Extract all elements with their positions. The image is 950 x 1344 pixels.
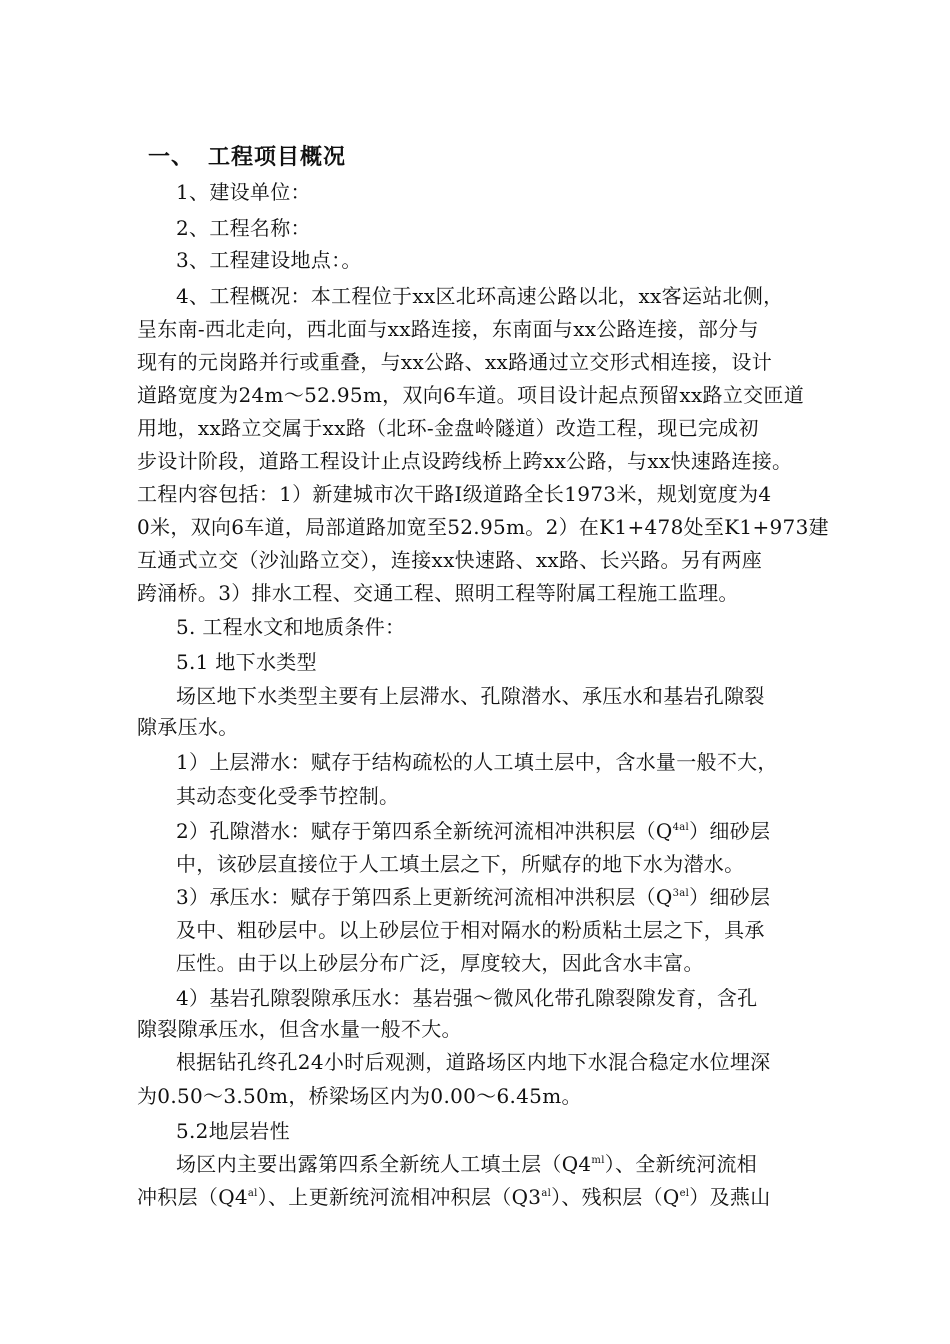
paragraph-line: 4、工程概况：本工程位于xx区北环高速公路以北，xx客运站北侧， [176, 284, 784, 308]
paragraph-line: 3）承压水：赋存于第四系上更新统河流相冲洪积层$(Q^{3al})$细砂层 [176, 885, 771, 909]
paragraph-line: 5.2地层岩性 [176, 1119, 290, 1143]
paragraph-line: 现有的元岗路并行或重叠，与xx公路、xx路通过立交形式相连接，设计 [137, 350, 773, 374]
paragraph-line: 5. 工程水文和地质条件： [176, 615, 406, 639]
paragraph-line: 步设计阶段，道路工程设计止点设跨线桥上跨xx公路，与xx快速路连接。 [137, 449, 793, 473]
paragraph-line: 中，该砂层直接位于人工填土层之下，所赋存的地下水为潜水。 [176, 852, 745, 876]
paragraph-line: 呈东南-西北走向，西北面与xx路连接，东南面与xx公路连接，部分与 [137, 317, 759, 341]
paragraph-line: 其动态变化受季节控制。 [176, 784, 400, 808]
paragraph-line: 5.1 地下水类型 [176, 650, 317, 674]
paragraph-line: 用地，xx路立交属于xx路（北环-金盘岭隧道）改造工程，现已完成初 [137, 416, 759, 440]
paragraph-line: 及中、粗砂层中。以上砂层位于相对隔水的粉质粘土层之下，具承 [176, 918, 765, 942]
section-heading [148, 140, 346, 171]
paragraph-line: 压性。由于以上砂层分布广泛，厚度较大，因此含水丰富。 [176, 951, 704, 975]
paragraph-line: 跨涌桥。3）排水工程、交通工程、照明工程等附属工程施工监理。 [137, 581, 739, 605]
paragraph-line: 工程内容包括：1）新建城市次干路Ⅰ级道路全长1973米，规划宽度为4 [137, 482, 772, 506]
section-title: 工程项目概况 [208, 145, 347, 170]
paragraph-line: 1）上层滞水：赋存于结构疏松的人工填土层中，含水量一般不大， [176, 750, 778, 774]
paragraph-line: 隙承压水。 [137, 715, 239, 739]
paragraph-line: 互通式立交（沙汕路立交），连接xx快速路、xx路、长兴路。另有两座 [137, 548, 763, 572]
paragraph-line: 1、建设单位： [176, 180, 311, 204]
paragraph-line: 隙裂隙承压水，但含水量一般不大。 [137, 1017, 462, 1041]
paragraph-line: 2、工程名称： [176, 216, 311, 240]
section-number: 一、 [148, 145, 195, 170]
paragraph-line: 2）孔隙潜水：赋存于第四系全新统河流相冲洪积层$(Q^{4al})$细砂层 [176, 819, 771, 843]
paragraph-line: 3、工程建设地点：。 [176, 248, 362, 272]
paragraph-line: 0米，双向6车道，局部道路加宽至52.95m。2）在K1+478处至K1+973建 [137, 515, 829, 539]
paragraph-line: 场区内主要出露第四系全新统人工填土层$(Q4^{ml})$、全新统河流相 [176, 1152, 758, 1176]
paragraph-line: 道路宽度为24m～52.95m，双向6车道。项目设计起点预留xx路立交匝道 [137, 383, 805, 407]
paragraph-line: 为0.50～3.50m，桥梁场区内为0.00～6.45m。 [137, 1084, 582, 1108]
paragraph-line: 冲积层$(Q4^{al})$、上更新统河流相冲积层$(Q3^{al})$、残积层$(Q^{el})$及燕山 [137, 1185, 771, 1209]
paragraph-line: 4）基岩孔隙裂隙承压水：基岩强～微风化带孔隙裂隙发育，含孔 [176, 986, 758, 1010]
paragraph-line: 场区地下水类型主要有上层滞水、孔隙潜水、承压水和基岩孔隙裂 [176, 684, 765, 708]
paragraph-line: 根据钻孔终孔24小时后观测，道路场区内地下水混合稳定水位埋深 [176, 1050, 771, 1074]
